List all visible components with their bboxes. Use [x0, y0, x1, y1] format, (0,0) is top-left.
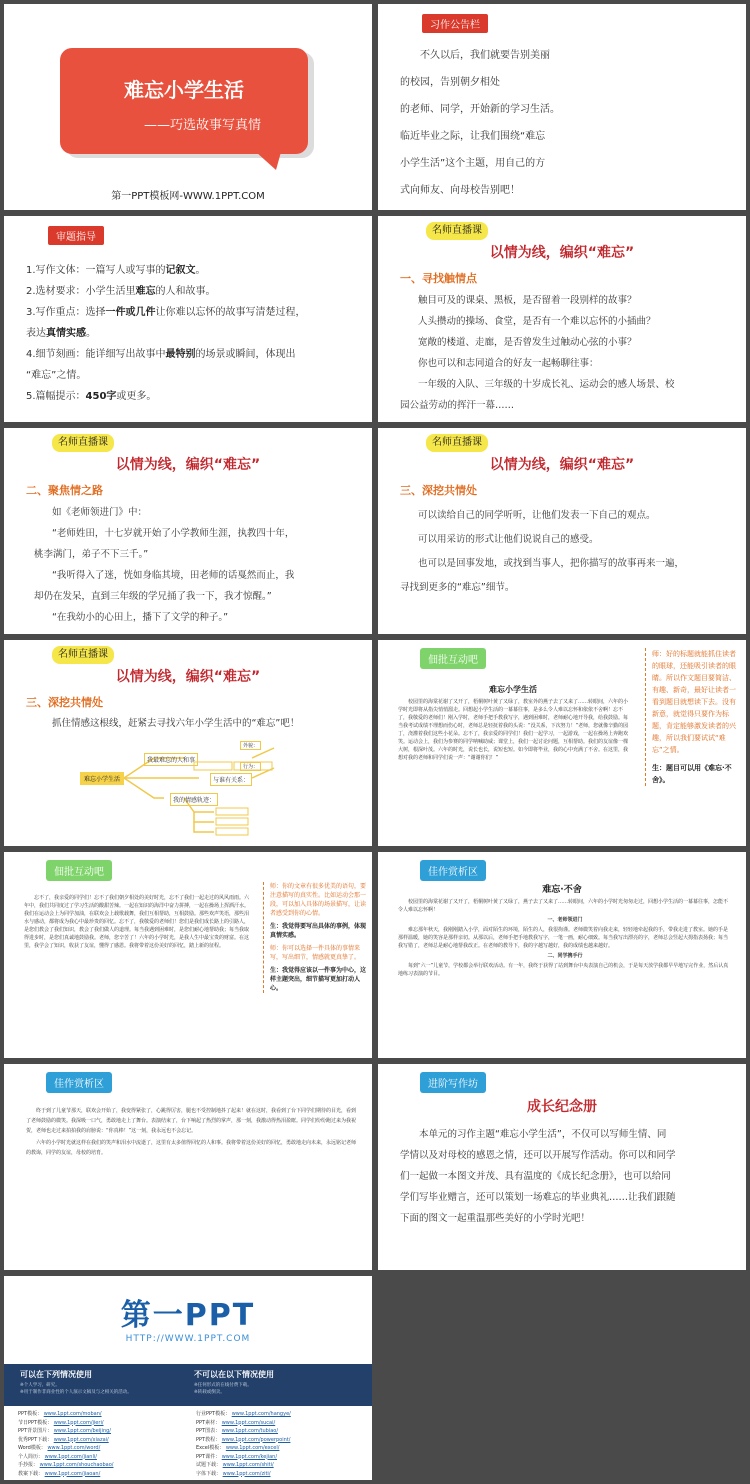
slide-announcement [378, 4, 746, 210]
slide-lesson-4 [4, 640, 372, 846]
paragraph: 校园里的海棠花谢了又开了，梧桐树叶黄了又绿了，燕子去了又来了……转眼间，六年的小学时光匆匆走过，回想小学生活的一幕幕往事，怎能不令人难以忘怀啊！ [398, 899, 729, 913]
note-text: 生：我觉得要写出具体的事例，体现真情实感。 [270, 923, 367, 939]
lesson-text [400, 290, 736, 416]
section-tag: 佃批互动吧 [420, 648, 486, 669]
note-text: 生：我觉得应该以一件事为中心，这样主题突出，细节描写更加打动人心。 [270, 967, 367, 992]
teacher-note [263, 882, 366, 993]
brand-logo: 第一PPT [120, 1298, 256, 1333]
line: 却仍在发呆，直到三年级的学兄捅了我一下，我才惊醒。” [34, 591, 272, 602]
line: 不久以后，我们就要告别美丽 [420, 50, 550, 61]
page-title: 难忘小学生活 [124, 78, 244, 102]
slide-showcase-1 [378, 852, 746, 1058]
line: “我听得入了迷，恍如身临其境，田老师的话戛然而止，我 [52, 570, 295, 581]
page-subtitle: ——巧选故事写真情 [144, 118, 262, 133]
link-row[interactable]: PPT课件： www.1ppt.com/kejian/ [196, 1453, 278, 1460]
slide-credits [4, 1276, 372, 1480]
section-heading: 二、同学携手行 [547, 953, 583, 959]
line: 也可以是回事发地，或找到当事人，把你描写的故事再来一遍， [418, 558, 685, 569]
link-row[interactable]: 节日PPT模板： www.1ppt.com/jieri/ [18, 1419, 104, 1426]
intro-text: 抓住情感这根线，赶紧去寻找六年小学生活中的“难忘”吧！ [52, 718, 300, 729]
section-tag: 进阶写作坊 [420, 1072, 486, 1093]
line: 下面的图文一起重温那些美好的小学时光吧！ [400, 1213, 591, 1224]
paragraph: 终于到了儿童节那天，联欢会开始了，我变得紧张了，心跳得厉害，腿也不受控制地抖了起来！就在这时，我看到了台下同学们期待的目光，看到了老师鼓励的微笑。我深吸一口气，勇敢地走上了舞台。表演结束了，台下响起了热烈的掌声，那一刻，我激动得热泪盈眶。同学们纷纷跑过来为我祝贺，老师也走过来拍拍我的肩膀说：“你真棒！”这一刻，我永远也不会忘记。 [26, 1108, 357, 1134]
section-tag: 习作公告栏 [422, 14, 488, 33]
line: 人头攒动的操场、食堂，是否有一个难以忘怀的小插曲？ [418, 316, 656, 327]
line: 临近毕业之际，让我们围绕“难忘 [400, 131, 546, 142]
line: 学情以及对母校的感恩之情，还可以开展写作活动。你可以和同学 [400, 1150, 676, 1161]
guidance-item: 表达真情实感。 [26, 328, 96, 339]
link-row[interactable]: 试题下载： www.1ppt.com/shiti/ [196, 1462, 274, 1468]
mind-map-root: 难忘小学生活 [80, 772, 124, 785]
section-tag: 审题指导 [48, 226, 104, 245]
announcement-text [400, 42, 728, 204]
license-item: ※任何形式的在线付费下载。 [194, 1383, 252, 1388]
slide-lesson-3 [378, 428, 746, 634]
sub-heading: 三、深挖共情处 [400, 484, 477, 497]
line: 可以用采访的形式让他们说说自己的感受。 [418, 534, 599, 545]
link-row[interactable]: PPT教程： www.1ppt.com/powerpoint/ [196, 1436, 291, 1443]
guidance-item: 5.篇幅提示：450字或更多。 [26, 391, 157, 402]
line: 桃李满门，弟子不下三千。” [34, 549, 149, 560]
mind-map-branch: 我最难忘的人和事 [144, 753, 198, 766]
links-right [196, 1410, 291, 1478]
link-row[interactable]: 行业PPT模板： www.1ppt.com/hangye/ [196, 1411, 291, 1417]
note-text: 生：题目可以用《难忘·不舍》。 [652, 764, 732, 784]
slide-lesson-1 [378, 216, 746, 422]
section-tag: 名师直播课 [52, 646, 114, 664]
line: 宽敞的楼道、走廊，是否曾发生过触动心弦的小事？ [418, 337, 637, 348]
brand-url: HTTP://WWW.1PPT.COM [125, 1334, 251, 1344]
line: 学们写毕业赠言，还可以策划一场难忘的毕业典礼……让我们跟随 [400, 1192, 676, 1203]
link-row[interactable]: 教案下载： www.1ppt.com/jiaoan/ [18, 1470, 101, 1477]
line: 触目可及的课桌、黑板，是否留着一段别样的故事？ [418, 295, 637, 306]
mind-map-branch: 我的情感轨迹： [170, 793, 218, 806]
paragraph: 难忘那年秋天，我刚刚踏入小学，面对陌生的环境，陌生的人，我很拘谨。老师微笑着向我走来，轻轻地牵起我的手，带我走进了教室。她的手是那样温暖，她的笑容是那样亲切。从那以后，老师手把手地教我写字，一笔一画，耐心细致。每当我写出漂亮的字，老师总会竖起大拇指表扬我；每当我写错了，老师总是耐心地帮我改正。在老师的教导下，我的字越写越好，我的成绩也越来越好。 [398, 927, 729, 949]
lesson-text [400, 504, 736, 600]
workshop-text [400, 1124, 736, 1229]
line: 的老师、同学，开始新的学习生活。 [400, 104, 560, 115]
paragraph: 每到“六一”儿童节，学校都会举行联欢活动。有一年，我终于获得了站到舞台中央表演自己的机会，于是每天放学我都早早地写完作业，然后认真地练习表演的节目。 [398, 963, 729, 977]
section-tag: 佃批互动吧 [46, 860, 112, 881]
note-text: 师：你可以选择一件具体的事情来写，写出细节，情感就更真挚了。 [270, 945, 361, 961]
lesson-text [34, 502, 362, 628]
line: 小学生活”这个主题，用自己的方 [400, 158, 546, 169]
guidance-item: 3.写作重点：选择一件或几件让你难以忘怀的故事写清楚过程， [26, 307, 306, 318]
license-list [194, 1382, 252, 1396]
section-tag: 名师直播课 [52, 434, 114, 452]
link-row[interactable]: 优秀PPT下载： www.1ppt.com/xiazai/ [18, 1436, 109, 1443]
mind-map-leaf: 外貌： [240, 741, 261, 750]
link-row[interactable]: 手抄报： www.1ppt.com/shouchaobao/ [18, 1462, 114, 1468]
essay-title: 难忘小学生活 [489, 685, 537, 694]
slide-heading: 成长纪念册 [527, 1099, 597, 1115]
guidance-list [26, 260, 354, 407]
slide-workshop [378, 1064, 746, 1270]
sub-heading: 一、寻找触情点 [400, 272, 477, 285]
slide-title [4, 4, 372, 210]
license-title: 可以在下列情况使用 [20, 1370, 92, 1379]
note-text: 师：你的文章有很多优美的语句，要注意描写的真实性。比如运动会那一段，可以加入具体的场景描写，让读者感受到你的心情。 [270, 883, 367, 917]
mind-map [74, 736, 294, 842]
line: “在我幼小的心田上，播下了文学的种子。” [52, 612, 229, 623]
license-item: ※用于制作非商业性的个人演示文稿及与之相关的活动。 [20, 1390, 132, 1395]
note-text: 师：好的标题就能抓住读者的眼球，还能吸引读者的眼睛。所以作文题目要简洁、有趣、新奇，最好让读者一看到题目就想读下去。没有新意，就觉得只要作为标题，肯定能够激发读者的兴趣，所以我们要试试“难忘”之情。 [652, 650, 736, 754]
line: 一年级的入队、三年级的十岁成长礼、运动会的感人场景、校 [418, 379, 675, 390]
slide-heading: 以情为线，编织“难忘” [115, 457, 261, 473]
line: “老师姓田，十七岁就开始了小学教师生涯，执教四十年， [52, 528, 295, 539]
line: 的校园，告别朝夕相处 [400, 77, 500, 88]
line: 园公益劳动的挥汗一幕…… [400, 400, 515, 411]
guidance-item: “难忘”之情。 [26, 370, 87, 381]
link-row[interactable]: 字体下载： www.1ppt.com/ziti/ [196, 1470, 271, 1477]
sub-heading: 三、深挖共情处 [26, 696, 103, 709]
section-tag: 名师直播课 [426, 434, 488, 452]
license-panel [4, 1364, 372, 1406]
slide-showcase-2 [4, 1064, 372, 1270]
line: 本单元的习作主题“难忘小学生活”，不仅可以写师生情、同 [419, 1129, 667, 1140]
slide-heading: 以情为线，编织“难忘” [489, 245, 635, 261]
slide-guidance [4, 216, 372, 422]
slide-interactive-2 [4, 852, 372, 1058]
section-tag: 佳作赏析区 [420, 860, 486, 881]
essay-title: 难忘·不舍 [542, 885, 582, 895]
mind-map-branch: 与谁有关系： [210, 773, 252, 786]
link-row[interactable]: Excel模板： www.1ppt.com/excel/ [196, 1445, 280, 1451]
section-tag: 名师直播课 [426, 222, 488, 240]
slide-heading: 以情为线，编织“难忘” [489, 457, 635, 473]
link-row[interactable]: PPT背景图片： www.1ppt.com/beijing/ [18, 1428, 111, 1434]
link-row[interactable]: 个人简历： www.1ppt.com/jianli/ [18, 1453, 97, 1460]
footer-text: 第一PPT模板网-WWW.1PPT.COM [111, 191, 265, 202]
license-title: 不可以在以下情况使用 [194, 1370, 274, 1379]
license-list [20, 1382, 132, 1396]
line: 们一起做一本图文并茂、具有温度的《成长纪念册》，也可以给同 [400, 1171, 671, 1182]
link-row[interactable]: PPT素材： www.1ppt.com/sucai/ [196, 1419, 276, 1426]
essay-body [398, 898, 732, 978]
speech-bubble-shape [56, 48, 326, 173]
line: 寻找到更多的“难忘”细节。 [400, 582, 515, 593]
slide-interactive-1 [378, 640, 746, 846]
line: 式向师友、向母校告别吧！ [400, 185, 520, 196]
line: 可以读给自己的同学听听，让他们发表一下自己的观点。 [418, 510, 656, 521]
line: 如《老师领进门》中： [52, 507, 148, 518]
mind-map-leaf: 行为： [240, 762, 261, 771]
license-item: ※个人学习、研究。 [20, 1383, 60, 1388]
slide-heading: 以情为线，编织“难忘” [115, 669, 261, 685]
paragraph: 六年的小学时光就这样在我们的笑声和泪水中流逝了，这里有太多值得回忆的人和事。我将带着这份美好的回忆，勇敢地走向未来，永远铭记老师的教诲，同学的友谊，母校的培育。 [26, 1140, 357, 1156]
link-row[interactable]: Word模板： www.1ppt.com/word/ [18, 1445, 101, 1451]
link-row[interactable]: PPT图表： www.1ppt.com/tubiao/ [196, 1428, 279, 1434]
essay-text: 忘不了，我亲爱的同学们！忘不了我们朝夕相处的美好时光，忘不了我们一起走过的风风雨雨。六年中，我们共同度过了学习生活的酸甜苦辣。一起在知识的海洋中奋力拼搏，一起在操场上挥洒汗水。我们在运动会上为同学加油，在联欢会上载歌载舞，我们互相帮助，互相鼓励。那些欢声笑语，那些泪水与感动，都将成为我心中最珍贵的回忆。忘不了，我敬爱的老师们！您们是我们成长路上的引路人，是您们教会了我们知识，教会了我们做人的道理。每当我遇到困难时，是您们耐心地帮助我；每当我取得进步时，是您们真诚地鼓励我。老师，您辛苦了！六年的小学时光，是我人生中最宝贵的财富。在这里，我学会了知识，收获了友谊，懂得了感恩。我将带着这份美好的回忆，踏上新的征程。 [24, 895, 250, 949]
section-heading: 一、老师领进门 [547, 917, 583, 923]
link-row[interactable]: PPT模板： www.1ppt.com/moban/ [18, 1411, 102, 1417]
links-left [18, 1410, 113, 1478]
section-tag: 佳作赏析区 [46, 1072, 112, 1093]
essay-text: 校园里的海棠花谢了又开了，梧桐树叶黄了又绿了，教室外的燕子去了又来了……转眼间，六年的小学时光即将从指尖悄悄溜走。回想起小学生活的一幕幕往事，是多么令人难以忘怀和依依不舍啊！忘不了，我敬爱的老师们！刚入学时，老师手把手教我写字，遇到困难时，老师耐心地开导我，给我鼓励。每当我考试成绩不理想而伤心时，老师总是轻抚着我的头说：“没关系，下次努力！”老师，您就像辛勤的园丁，浇灌着我们这些小花朵。忘不了，我亲爱的同学们！我们一起学习，一起游戏，一起在操场上奔跑欢笑。运动会上，我们为参赛的同学呐喊助威；课堂上，我们一起讨论问题，互相帮助。我们的友谊像一棵大树，根深叶茂。六年的时光，说长也长，说短也短。如今即将毕业，我的心中充满了不舍。在这里，我想对我的老师和同学们说一声：“谢谢你们！” [398, 699, 629, 761]
line: 你也可以和志同道合的好友一起畅聊往事： [418, 358, 599, 369]
guidance-item: 1.写作文体：一篇写人或写事的记叙文。 [26, 265, 206, 276]
slide-lesson-2 [4, 428, 372, 634]
guidance-item: 2.选材要求：小学生活里难忘的人和故事。 [26, 286, 216, 297]
license-item: ※转载或倒卖。 [194, 1390, 225, 1395]
teacher-note [645, 648, 740, 786]
guidance-item: 4.细节刻画：能详细写出故事中最特别的场景或瞬间，体现出 [26, 349, 296, 360]
essay-body [26, 1106, 356, 1158]
sub-heading: 二、聚焦情之路 [26, 484, 103, 497]
